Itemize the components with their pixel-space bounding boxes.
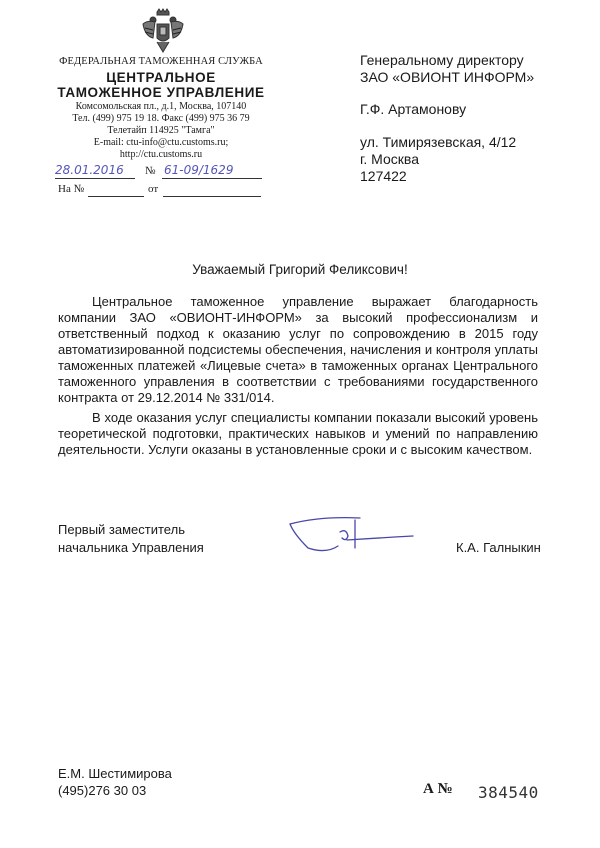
form-serial-label: А №: [423, 781, 453, 797]
sender-website: http://ctu.customs.ru: [119, 149, 203, 160]
sender-email: E-mail: ctu-info@ctu.customs.ru;: [93, 137, 229, 148]
department-name-line2: ТАМОЖЕННОЕ УПРАВЛЕНИЕ: [57, 85, 265, 100]
addressee-position: Генеральному директору: [360, 52, 524, 68]
salutation: Уважаемый Григорий Феликсович!: [192, 262, 408, 277]
addressee-name: Г.Ф. Артамонову: [360, 101, 467, 117]
reference-number-line: [88, 196, 144, 197]
outgoing-number-label: №: [145, 165, 156, 177]
number-underline: [162, 178, 262, 179]
executor-name: Е.М. Шестимирова: [58, 766, 172, 781]
outgoing-date-handwritten: 28.01.2016: [55, 163, 124, 177]
signatory-name: К.А. Галныкин: [456, 540, 541, 555]
body-paragraph-2: В ходе оказания услуг специалисты компании показали высокий уровень теоретической подготовки, практических навыков и умений по направлению деятельности. Услуги оказаны в установленные сроки и с высоким качеством.: [58, 410, 538, 457]
executor-phone: (495)276 30 03: [58, 783, 147, 798]
agency-name: ФЕДЕРАЛЬНАЯ ТАМОЖЕННАЯ СЛУЖБА: [59, 56, 263, 67]
department-name-line1: ЦЕНТРАЛЬНОЕ: [106, 70, 216, 85]
date-underline: [55, 178, 135, 179]
reference-date-label: от: [148, 183, 159, 195]
addressee-postcode: 127422: [360, 168, 407, 184]
addressee-city: г. Москва: [360, 151, 419, 167]
reference-number-label: На №: [58, 183, 85, 195]
sender-telex: Телетайп 114925 "Тамга": [107, 125, 215, 136]
signatory-title-line2: начальника Управления: [58, 540, 204, 555]
reference-date-line: [163, 196, 261, 197]
outgoing-number-handwritten: 61-09/1629: [164, 163, 234, 177]
signatory-title-line1: Первый заместитель: [58, 522, 185, 537]
addressee-company: ЗАО «ОВИОНТ ИНФОРМ»: [360, 69, 535, 85]
handwritten-signature-icon: [285, 510, 415, 555]
form-serial-number: 384540: [478, 783, 539, 802]
double-headed-eagle-emblem-icon: [137, 6, 189, 58]
addressee-street: ул. Тимирязевская, 4/12: [360, 134, 517, 150]
body-paragraph-1: Центральное таможенное управление выражает благодарность компании ЗАО «ОВИОНТ-ИНФОРМ» за высокий профессионализм и ответственный подход к оказанию услуг по сопровождению в 2015 году автоматизированной подсистемы обеспечения, начисления и контроля уплаты таможенных платежей «Лицевые счета» в таможенных органах Центрального таможенного управления в соответствии с требованиями государственного контракта от 29.12.2014 № 331/014.: [58, 294, 538, 405]
sender-phone: Тел. (499) 975 19 18. Факс (499) 975 36 79: [72, 113, 250, 124]
sender-address: Комсомольская пл., д.1, Москва, 107140: [75, 101, 247, 112]
